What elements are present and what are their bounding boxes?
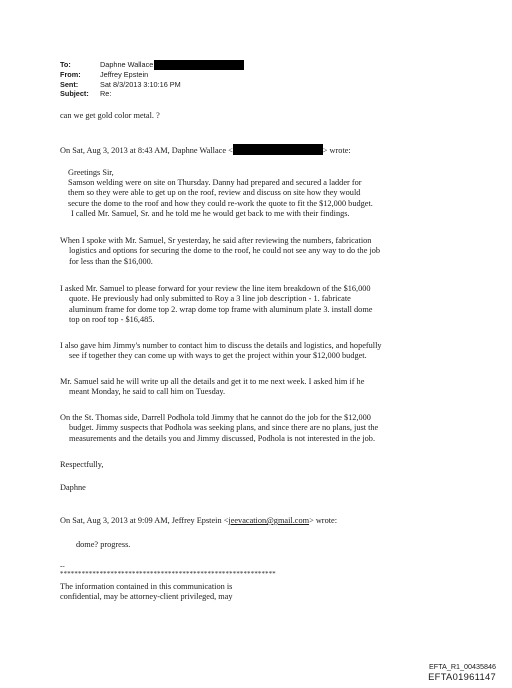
quote1-intro-suffix: > wrote: <box>322 146 351 155</box>
paragraph-line: see if together they can come up with ways to get the project within your $12,000 budget. <box>69 351 367 361</box>
paragraph-line: logistics and options for securing the dome to the roof, he could not see any way to do the job <box>69 246 381 256</box>
greeting: Greetings Sir, <box>68 168 114 177</box>
from-label: From: <box>60 70 81 79</box>
paragraph-6 <box>60 413 378 444</box>
reply-text: can we get gold color metal. ? <box>60 111 160 120</box>
from-row <box>60 70 244 80</box>
paragraph-line: I also gave him Jimmy's number to contact him to discuss the details and logistics, and hopefully <box>60 341 382 350</box>
document-ids <box>428 662 496 682</box>
to-row <box>60 60 244 70</box>
paragraph-line: When I spoke with Mr. Samuel, Sr yesterday, he said after reviewing the numbers, fabrication <box>60 236 372 245</box>
signature: Daphne <box>60 483 86 492</box>
signoff: Respectfully, <box>60 460 104 469</box>
sent-value: Sat 8/3/2013 3:10:16 PM <box>100 79 181 89</box>
paragraph-line: secure the dome to the roof and how they could re-work the quote to fit the $12,000 budget. <box>68 198 373 208</box>
paragraph-line: aluminum frame for dome top 2. wrap dome top frame with aluminum plate 3. install dome <box>69 304 373 314</box>
redaction-bar <box>154 60 244 70</box>
sent-label: Sent: <box>60 79 79 89</box>
subject-value: Re: <box>100 89 112 99</box>
disclaimer-line: The information contained in this communication is <box>60 582 233 591</box>
paragraph-line: I called Mr. Samuel, Sr. and he told me he would get back to me with their findings. <box>71 209 350 219</box>
paragraph-5 <box>60 377 364 398</box>
quote2-intro-prefix: On Sat, Aug 3, 2013 at 9:09 AM, Jeffrey Epstein < <box>60 516 229 525</box>
quote2-intro-suffix: > wrote: <box>309 516 338 525</box>
to-value: Daphne Wallace <box>100 60 154 69</box>
redaction-bar <box>233 144 323 155</box>
paragraph-line: budget. Jimmy suspects that Podhola was seeking plans, and since there are no plans, just the <box>69 423 379 433</box>
quote1-intro <box>60 144 351 156</box>
separator-stars: ************************************************************ <box>60 571 276 578</box>
paragraph-line: I asked Mr. Samuel to please forward for your review the line item breakdown of the $16,000 <box>60 284 371 293</box>
subject-label: Subject: <box>60 89 89 99</box>
disclaimer <box>60 582 233 603</box>
to-label: To: <box>60 60 71 69</box>
paragraph-3 <box>60 284 372 326</box>
paragraph-line: them so they were able to get up on the roof, review and discuss on site how they would <box>68 188 361 198</box>
signature-separator: -- <box>60 562 65 570</box>
paragraph-line: quote. He previously had only submitted to Roy a 3 line job description - 1. fabricate <box>69 294 351 304</box>
from-value: Jeffrey Epstein <box>100 70 149 79</box>
quote1-intro-prefix: On Sat, Aug 3, 2013 at 8:43 AM, Daphne Wallace < <box>60 146 233 155</box>
paragraph-line: Samson welding were on site on Thursday. Danny had prepared and secured a ladder for <box>68 178 362 187</box>
paragraph-1 <box>68 178 373 220</box>
subject-row <box>60 89 244 99</box>
document-id-small: EFTA_R1_00435846 <box>429 662 496 671</box>
paragraph-4 <box>60 341 382 362</box>
disclaimer-line: confidential, may be attorney-client privileged, may <box>60 592 233 602</box>
email-header <box>60 60 244 99</box>
paragraph-2 <box>60 236 380 267</box>
sent-row <box>60 80 244 90</box>
email-link[interactable]: jeevacation@gmail.com <box>228 516 310 525</box>
paragraph-line: measurements and the details you and Jimmy discussed, Podhola is not interested in the job. <box>69 433 376 443</box>
paragraph-line: Mr. Samuel said he will write up all the details and get it to me next week. I asked him if he <box>60 377 365 386</box>
paragraph-line: meant Monday, he said to call him on Tuesday. <box>69 387 226 397</box>
quote2-intro <box>60 516 337 526</box>
document-id-large: EFTA01961147 <box>428 671 496 682</box>
paragraph-line: for less than the $16,000. <box>69 256 153 266</box>
paragraph-line: On the St. Thomas side, Darrell Podhola told Jimmy that he cannot do the job for the $12,000 <box>60 413 371 422</box>
paragraph-line: top on roof top - $16,485. <box>69 315 155 325</box>
original-message: dome? progress. <box>76 540 131 549</box>
